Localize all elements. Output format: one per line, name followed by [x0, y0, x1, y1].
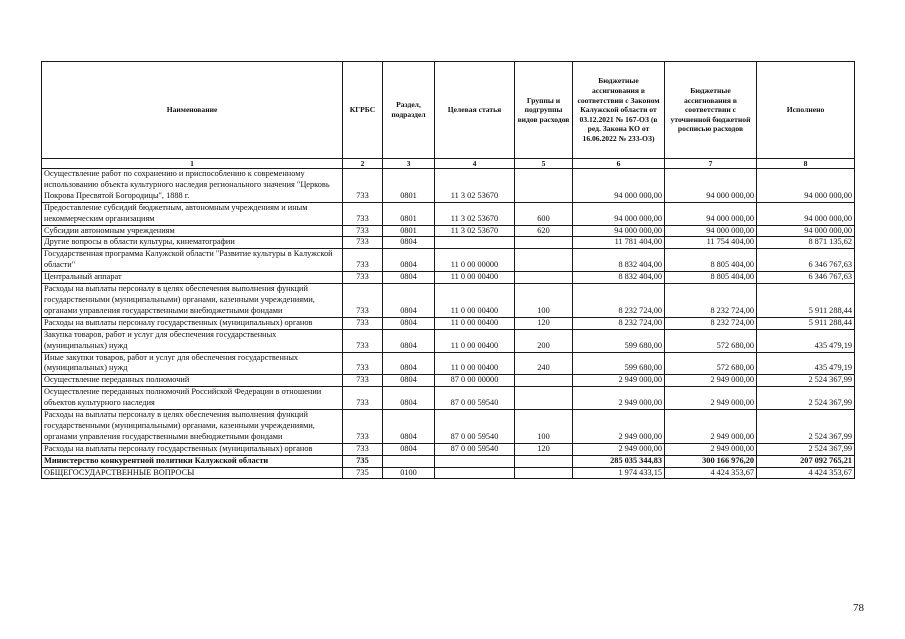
row-target: 11 0 00 00400 — [435, 329, 515, 352]
table-row — [42, 225, 855, 237]
budget-execution-table — [41, 61, 855, 479]
row-name: Другие вопросы в области культуры, кинематографии — [42, 237, 343, 249]
row-name: Расходы на выплаты персоналу в целях обеспечения выполнения функций государственными (муниципальными) органами, казенными учреждениями, органами управления государственными внебюджетными фондами — [42, 284, 343, 318]
row-budget-law: 8 232 724,00 — [573, 284, 665, 318]
header-name: Наименование — [42, 62, 343, 159]
table-row — [42, 249, 855, 272]
row-budget-refined: 572 680,00 — [665, 329, 757, 352]
row-budget-law: 599 680,00 — [573, 329, 665, 352]
row-section: 0804 — [383, 375, 435, 387]
row-executed: 2 524 367,99 — [757, 375, 855, 387]
table-row — [42, 272, 855, 284]
row-name: Субсидии автономным учреждениям — [42, 225, 343, 237]
row-budget-law: 285 035 344,83 — [573, 455, 665, 467]
row-name: Осуществление переданных полномочий Российской Федерации в отношении объектов культурного наследия — [42, 387, 343, 410]
row-group: 120 — [515, 317, 573, 329]
row-executed: 5 911 288,44 — [757, 317, 855, 329]
row-section — [383, 455, 435, 467]
row-group: 240 — [515, 352, 573, 375]
row-kgrbs: 733 — [343, 169, 383, 203]
row-kgrbs: 733 — [343, 249, 383, 272]
table-row — [42, 352, 855, 375]
row-name: Предоставление субсидий бюджетным, автономным учреждениям и иным некоммерческим организациям — [42, 202, 343, 225]
row-executed: 94 000 000,00 — [757, 225, 855, 237]
header-section: Раздел, подраздел — [383, 62, 435, 159]
row-budget-refined: 2 949 000,00 — [665, 387, 757, 410]
row-group — [515, 387, 573, 410]
row-target: 11 3 02 53670 — [435, 169, 515, 203]
column-number: 6 — [573, 159, 665, 169]
column-number: 1 — [42, 159, 343, 169]
row-group — [515, 249, 573, 272]
row-section: 0804 — [383, 317, 435, 329]
row-group: 120 — [515, 443, 573, 455]
row-executed: 6 346 767,63 — [757, 272, 855, 284]
row-section: 0804 — [383, 387, 435, 410]
row-section: 0100 — [383, 467, 435, 479]
row-name: Расходы на выплаты персоналу государственных (муниципальных) органов — [42, 317, 343, 329]
row-target: 11 0 00 00400 — [435, 317, 515, 329]
row-kgrbs: 733 — [343, 329, 383, 352]
row-target: 11 0 00 00000 — [435, 249, 515, 272]
row-kgrbs: 733 — [343, 443, 383, 455]
row-group: 620 — [515, 225, 573, 237]
row-target: 11 3 02 53670 — [435, 202, 515, 225]
row-budget-law: 94 000 000,00 — [573, 225, 665, 237]
row-target: 87 0 00 00000 — [435, 375, 515, 387]
row-budget-law: 2 949 000,00 — [573, 375, 665, 387]
row-budget-refined: 94 000 000,00 — [665, 169, 757, 203]
row-target: 87 0 00 59540 — [435, 443, 515, 455]
row-budget-refined: 2 949 000,00 — [665, 410, 757, 444]
row-target: 87 0 00 59540 — [435, 410, 515, 444]
row-budget-law: 8 832 404,00 — [573, 249, 665, 272]
row-budget-law: 599 680,00 — [573, 352, 665, 375]
row-target — [435, 455, 515, 467]
row-group — [515, 467, 573, 479]
row-target: 11 0 00 00400 — [435, 284, 515, 318]
column-number: 5 — [515, 159, 573, 169]
row-executed: 435 479,19 — [757, 352, 855, 375]
table-row — [42, 317, 855, 329]
row-kgrbs: 733 — [343, 375, 383, 387]
row-target: 11 0 00 00400 — [435, 352, 515, 375]
row-budget-law: 11 781 404,00 — [573, 237, 665, 249]
row-kgrbs: 733 — [343, 410, 383, 444]
row-executed: 94 000 000,00 — [757, 169, 855, 203]
table-row — [42, 410, 855, 444]
column-number: 4 — [435, 159, 515, 169]
row-section: 0804 — [383, 410, 435, 444]
table-header — [42, 62, 855, 169]
row-section: 0804 — [383, 443, 435, 455]
row-kgrbs: 733 — [343, 317, 383, 329]
row-section: 0804 — [383, 249, 435, 272]
header-executed: Исполнено — [757, 62, 855, 159]
row-budget-law: 94 000 000,00 — [573, 202, 665, 225]
table-row — [42, 237, 855, 249]
header-groups: Группы и подгруппы видов расходов — [515, 62, 573, 159]
row-section: 0804 — [383, 329, 435, 352]
table-row — [42, 443, 855, 455]
column-number: 2 — [343, 159, 383, 169]
page-number: 78 — [853, 602, 864, 614]
row-name: Осуществление работ по сохранению и приспособлению к современному использованию объекта культурного наследия регионального значения "Церковь Покрова Пресвятой Богородицы", 1888 г. — [42, 169, 343, 203]
row-target — [435, 237, 515, 249]
column-number: 3 — [383, 159, 435, 169]
row-kgrbs: 733 — [343, 272, 383, 284]
row-kgrbs: 733 — [343, 284, 383, 318]
row-section: 0804 — [383, 237, 435, 249]
row-executed: 4 424 353,67 — [757, 467, 855, 479]
row-target: 11 0 00 00400 — [435, 272, 515, 284]
table-row — [42, 455, 855, 467]
table-row — [42, 375, 855, 387]
table-row — [42, 467, 855, 479]
row-executed: 2 524 367,99 — [757, 387, 855, 410]
column-number: 8 — [757, 159, 855, 169]
row-executed: 5 911 288,44 — [757, 284, 855, 318]
row-executed: 435 479,19 — [757, 329, 855, 352]
row-name: Иные закупки товаров, работ и услуг для обеспечения государственных (муниципальных) нужд — [42, 352, 343, 375]
row-group — [515, 455, 573, 467]
table-row — [42, 202, 855, 225]
row-budget-law: 8 232 724,00 — [573, 317, 665, 329]
row-kgrbs: 733 — [343, 202, 383, 225]
row-budget-law: 2 949 000,00 — [573, 443, 665, 455]
header-kgrbs: КГРБС — [343, 62, 383, 159]
table-row — [42, 169, 855, 203]
row-name: ОБЩЕГОСУДАРСТВЕННЫЕ ВОПРОСЫ — [42, 467, 343, 479]
row-name: Осуществление переданных полномочий — [42, 375, 343, 387]
row-group — [515, 375, 573, 387]
row-budget-law: 94 000 000,00 — [573, 169, 665, 203]
row-budget-law: 2 949 000,00 — [573, 387, 665, 410]
row-budget-refined: 300 166 976,20 — [665, 455, 757, 467]
row-kgrbs: 733 — [343, 387, 383, 410]
row-section: 0804 — [383, 272, 435, 284]
column-number: 7 — [665, 159, 757, 169]
table-row — [42, 387, 855, 410]
row-target: 87 0 00 59540 — [435, 387, 515, 410]
row-kgrbs: 733 — [343, 237, 383, 249]
row-name: Расходы на выплаты персоналу государственных (муниципальных) органов — [42, 443, 343, 455]
table-body — [42, 169, 855, 479]
row-budget-refined: 2 949 000,00 — [665, 443, 757, 455]
row-budget-law: 1 974 433,15 — [573, 467, 665, 479]
table-row — [42, 284, 855, 318]
row-budget-refined: 4 424 353,67 — [665, 467, 757, 479]
row-group: 200 — [515, 329, 573, 352]
header-budget-refined: Бюджетные ассигнования в соответствии с уточненной бюджетной росписью расходов — [665, 62, 757, 159]
row-executed: 2 524 367,99 — [757, 443, 855, 455]
row-executed: 207 092 765,21 — [757, 455, 855, 467]
row-group — [515, 169, 573, 203]
row-kgrbs: 733 — [343, 225, 383, 237]
row-name: Государственная программа Калужской области "Развитие культуры в Калужской области" — [42, 249, 343, 272]
row-budget-refined: 94 000 000,00 — [665, 225, 757, 237]
row-budget-refined: 8 232 724,00 — [665, 284, 757, 318]
header-budget-law: Бюджетные ассигнования в соответствии с Законом Калужской области от 03.12.2021 № 167-ОЗ (в ред. Закона КО от 16.06.2022 № 233-ОЗ) — [573, 62, 665, 159]
row-group: 100 — [515, 410, 573, 444]
row-section: 0801 — [383, 169, 435, 203]
row-name: Расходы на выплаты персоналу в целях обеспечения выполнения функций государственными (муниципальными) органами, казенными учреждениями, органами управления государственными внебюджетными фондами — [42, 410, 343, 444]
row-target — [435, 467, 515, 479]
row-budget-refined: 8 805 404,00 — [665, 249, 757, 272]
row-section: 0801 — [383, 202, 435, 225]
row-group — [515, 272, 573, 284]
row-section: 0804 — [383, 284, 435, 318]
row-budget-law: 8 832 404,00 — [573, 272, 665, 284]
row-executed: 2 524 367,99 — [757, 410, 855, 444]
row-budget-refined: 8 805 404,00 — [665, 272, 757, 284]
row-name: Министерство конкурентной политики Калужской области — [42, 455, 343, 467]
row-budget-refined: 94 000 000,00 — [665, 202, 757, 225]
row-budget-refined: 8 232 724,00 — [665, 317, 757, 329]
row-section: 0804 — [383, 352, 435, 375]
row-executed: 94 000 000,00 — [757, 202, 855, 225]
row-group: 600 — [515, 202, 573, 225]
row-kgrbs: 735 — [343, 467, 383, 479]
row-name: Центральный аппарат — [42, 272, 343, 284]
row-budget-law: 2 949 000,00 — [573, 410, 665, 444]
row-budget-refined: 11 754 404,00 — [665, 237, 757, 249]
row-section: 0801 — [383, 225, 435, 237]
row-budget-refined: 572 680,00 — [665, 352, 757, 375]
row-group: 100 — [515, 284, 573, 318]
row-executed: 6 346 767,63 — [757, 249, 855, 272]
row-target: 11 3 02 53670 — [435, 225, 515, 237]
row-executed: 8 871 135,62 — [757, 237, 855, 249]
row-kgrbs: 733 — [343, 352, 383, 375]
table-row — [42, 329, 855, 352]
row-name: Закупка товаров, работ и услуг для обеспечения государственных (муниципальных) нужд — [42, 329, 343, 352]
row-budget-refined: 2 949 000,00 — [665, 375, 757, 387]
row-group — [515, 237, 573, 249]
row-kgrbs: 735 — [343, 455, 383, 467]
header-target: Целевая статья — [435, 62, 515, 159]
